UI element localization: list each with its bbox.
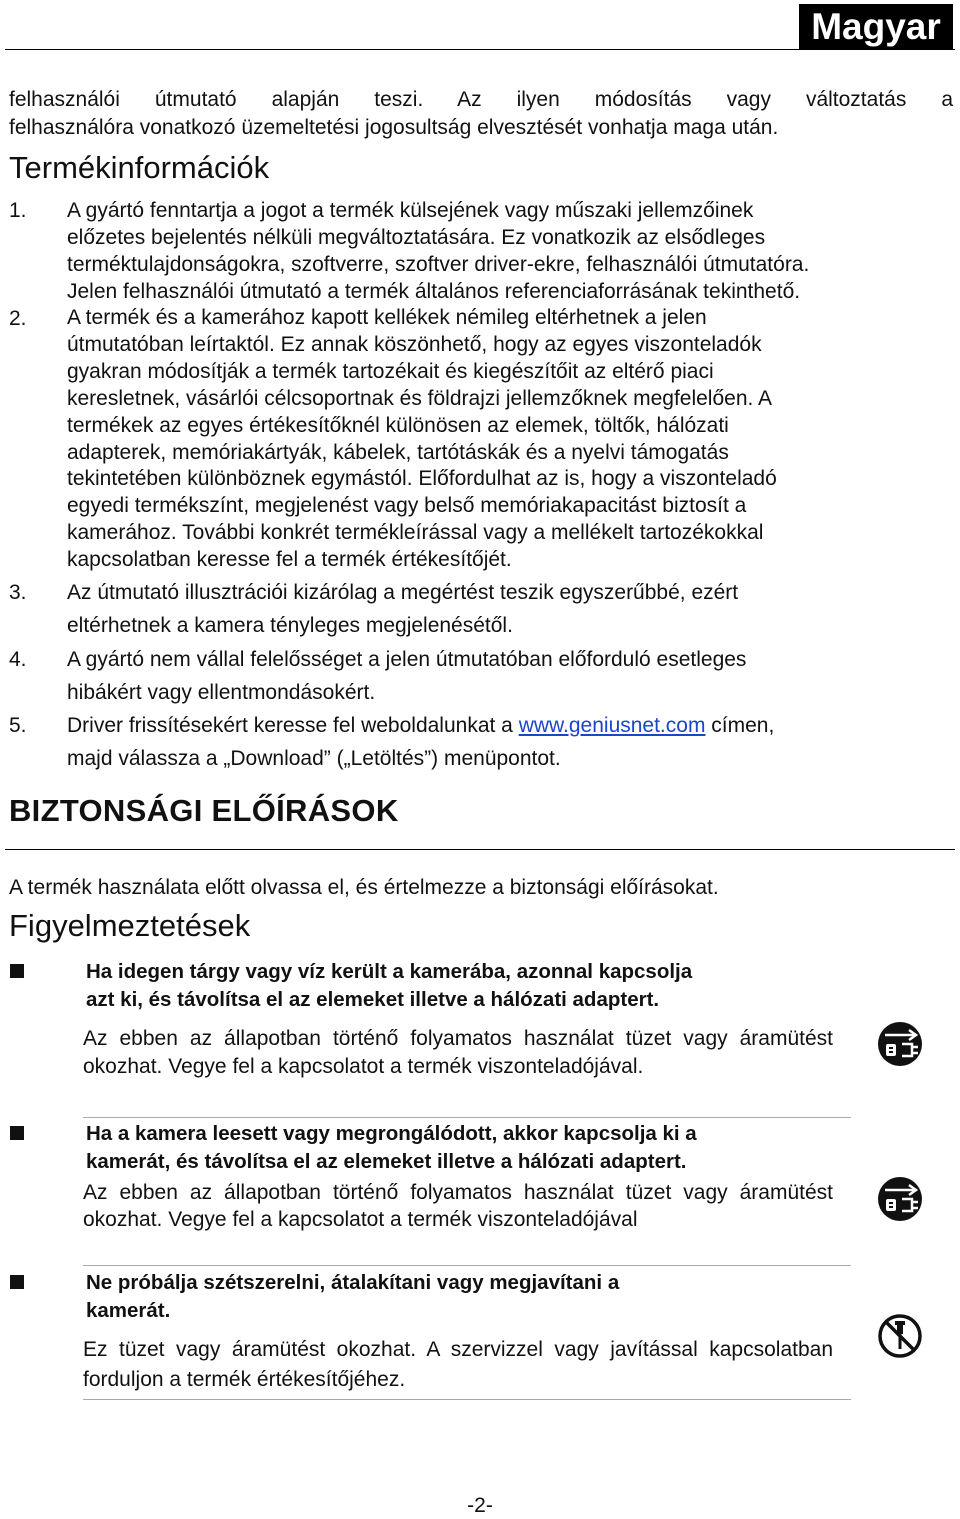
safety-heading: BIZTONSÁGI ELŐÍRÁSOK: [9, 793, 399, 828]
item-2-line: keresletnek, vásárlói célcsoportnak és földrajzi jellemzőknek megfelelően. A: [67, 386, 773, 410]
item-2-line: kamerához. További konkrét termékleírással vagy a mellékelt tartozékokkal: [67, 521, 764, 545]
warning-2-title: [86, 1120, 697, 1176]
product-info-heading: Termékinformációk: [9, 150, 270, 185]
item-3-line: Az útmutató illusztrációi kizárólag a megértést teszik egyszerűbbé, ezért: [67, 581, 739, 604]
item-2-line: kapcsolatban keresse fel a termék értékesítőjét.: [67, 548, 512, 572]
warning-1-bullet: [10, 964, 24, 978]
item-2-line: útmutatóban leírtaktól. Ez annak köszönhető, hogy az egyes viszonteladók: [67, 332, 762, 356]
warning-divider: [83, 1117, 851, 1118]
item-5-line-2: majd válassza a „Download” („Letöltés”) menüpontot.: [67, 747, 561, 770]
item-3-number: 3.: [9, 581, 27, 604]
item-1-line: terméktulajdonságokra, szoftverre, szoftver driver-ekre, felhasználói útmutatóra.: [67, 253, 810, 276]
unplug-icon: [876, 1020, 924, 1068]
warning-divider: [83, 1399, 851, 1400]
item-5-text-before: Driver frissítésekért keresse fel weboldalunkat a: [67, 714, 519, 737]
item-2-text: [67, 305, 893, 574]
item-2-line: tekintetében különböznek egymástól. Előfordulhat az is, hogy a viszonteladó: [67, 467, 777, 491]
warning-1-title: [86, 958, 692, 1014]
item-1-line: A gyártó fenntartja a jogot a termék külsejének vagy műszaki jellemzőinek: [67, 199, 754, 222]
item-1-number: 1.: [9, 199, 27, 222]
warning-1-title-line: Ha idegen tárgy vagy víz került a kamerába, azonnal kapcsolja: [86, 960, 693, 983]
warning-3-text: Ez tüzet vagy áramütést okozhat. A szervizzel vagy javítással kapcsolatban forduljon a termék értékesítőjéhez.: [83, 1338, 833, 1391]
intro-line-1: felhasználói útmutató alapján teszi. Az ilyen módosítás vagy változtatás a: [9, 88, 953, 111]
warning-1-text: Az ebben az állapotban történő folyamatos használat tüzet vagy áramütést okozhat. Vegye fel a kapcsolatot a termék viszonteladójával.: [83, 1027, 833, 1078]
warning-3-title-line: Ne próbálja szétszerelni, átalakítani vagy megjavítani a: [86, 1271, 620, 1294]
warnings-heading: Figyelmeztetések: [9, 908, 251, 943]
item-5-line-1: [67, 709, 893, 742]
warning-3-title: [86, 1269, 619, 1325]
safety-intro: A termék használata előtt olvassa el, és értelmezze a biztonsági előírásokat.: [9, 876, 719, 899]
item-4-line: A gyártó nem vállal felelősséget a jelen útmutatóban előforduló esetleges: [67, 648, 747, 671]
item-1-line: előzetes bejelentés nélküli megváltoztatására. Ez vonatkozik az elsődleges: [67, 226, 766, 249]
safety-rule: [5, 849, 955, 850]
item-2-number: 2.: [9, 307, 27, 330]
item-5-number: 5.: [9, 714, 27, 737]
warning-1-title-line: azt ki, és távolítsa el az elemeket illetve a hálózati adaptert.: [86, 988, 660, 1011]
item-5-text: [67, 709, 893, 775]
warning-3-bullet: [10, 1275, 24, 1289]
item-2-line: termékek az egyes értékesítőknél különösen az elemek, töltők, hálózati: [67, 413, 729, 437]
item-4-text: [67, 643, 893, 709]
header-rule: [5, 49, 955, 50]
warning-2-title-line: kamerát, és távolítsa el az elemeket illetve a hálózati adaptert.: [86, 1150, 687, 1173]
website-link[interactable]: www.geniusnet.com: [518, 714, 706, 737]
warning-2-title-line: Ha a kamera leesett vagy megrongálódott, akkor kapcsolja ki a: [86, 1122, 697, 1145]
warning-2-bullet: [10, 1126, 24, 1140]
language-badge: Magyar: [799, 4, 953, 50]
item-2-line: egyedi termékszínt, megjelenést vagy belső memóriakapacitást biztosít a: [67, 494, 747, 518]
item-2-line: A termék és a kamerához kapott kellékek némileg eltérhetnek a jelen: [67, 306, 707, 329]
item-2-line: gyakran módosítják a termék tartozékait és kiegészítőit az eltérő piaci: [67, 359, 714, 383]
item-2-line: adapterek, memóriakártyák, kábelek, tartótáskák és a nyelvi támogatás: [67, 440, 729, 464]
item-1-text: [67, 197, 893, 305]
item-4-number: 4.: [9, 648, 27, 671]
warning-3-title-line: kamerát.: [86, 1299, 171, 1322]
item-4-line: hibákért vagy ellentmondásokért.: [67, 681, 376, 704]
intro-line-2: felhasználóra vonatkozó üzemeltetési jogosultság elvesztését vonhatja maga után.: [9, 116, 779, 139]
item-5-text-after: címen,: [705, 714, 775, 737]
item-3-text: [67, 576, 893, 642]
warning-divider: [83, 1265, 851, 1266]
item-1-line: Jelen felhasználói útmutató a termék általános referenciaforrásának tekinthető.: [67, 280, 801, 303]
unplug-icon: [876, 1175, 924, 1223]
item-3-line: eltérhetnek a kamera tényleges megjelenésétől.: [67, 614, 513, 637]
no-disassembly-icon: [876, 1312, 924, 1360]
warning-2-text: Az ebben az állapotban történő folyamatos használat tüzet vagy áramütést okozhat. Vegye fel a kapcsolatot a termék viszonteladójával: [83, 1181, 833, 1231]
page-number: -2-: [467, 1494, 493, 1517]
